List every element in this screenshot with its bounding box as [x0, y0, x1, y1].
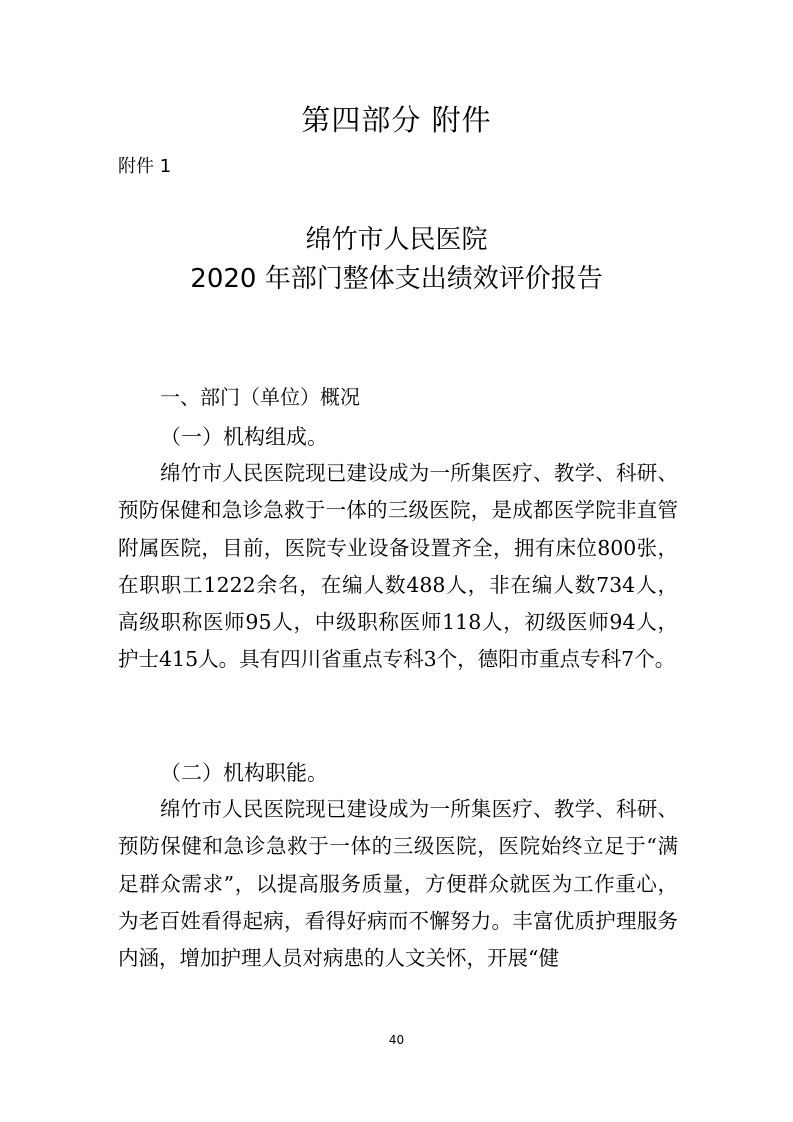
part-title: 第四部分 附件 [301, 103, 492, 137]
section-heading: 一、部门（单位）概况 [160, 385, 360, 409]
subsection-heading-organization: （一）机构组成。 [160, 425, 328, 449]
attachment-label: 附件 1 [118, 156, 172, 177]
subsection-heading-functions: （二）机构职能。 [160, 761, 328, 785]
report-title-line2: 2020 年部门整体支出绩效评价报告 [190, 264, 603, 294]
paragraph-organization: 绵竹市人民医院现已建设成为一所集医疗、教学、科研、预防保健和急诊急救于一体的三级医院，是成都医学院非直管附属医院，目前，医院专业设备设置齐全，拥有床位800张，在职职工1222余名，在编人数488人，非在编人数734人，高级职称医师95人，中级职称医师118人，初级医师94人，护士415人。具有四川省重点专科3个，德阳市重点专科7个。 [118, 461, 678, 672]
report-title-line1: 绵竹市人民医院 [305, 225, 488, 255]
paragraph-functions: 绵竹市人民医院现已建设成为一所集医疗、教学、科研、预防保健和急诊急救于一体的三级医院，医院始终立足于“满足群众需求”，以提高服务质量，方便群众就医为工作重心，为老百姓看得起病，看得好病而不懈努力。丰富优质护理服务内涵，增加护理人员对病患的人文关怀，开展“健 [118, 797, 678, 971]
page-number: 40 [388, 1033, 405, 1047]
